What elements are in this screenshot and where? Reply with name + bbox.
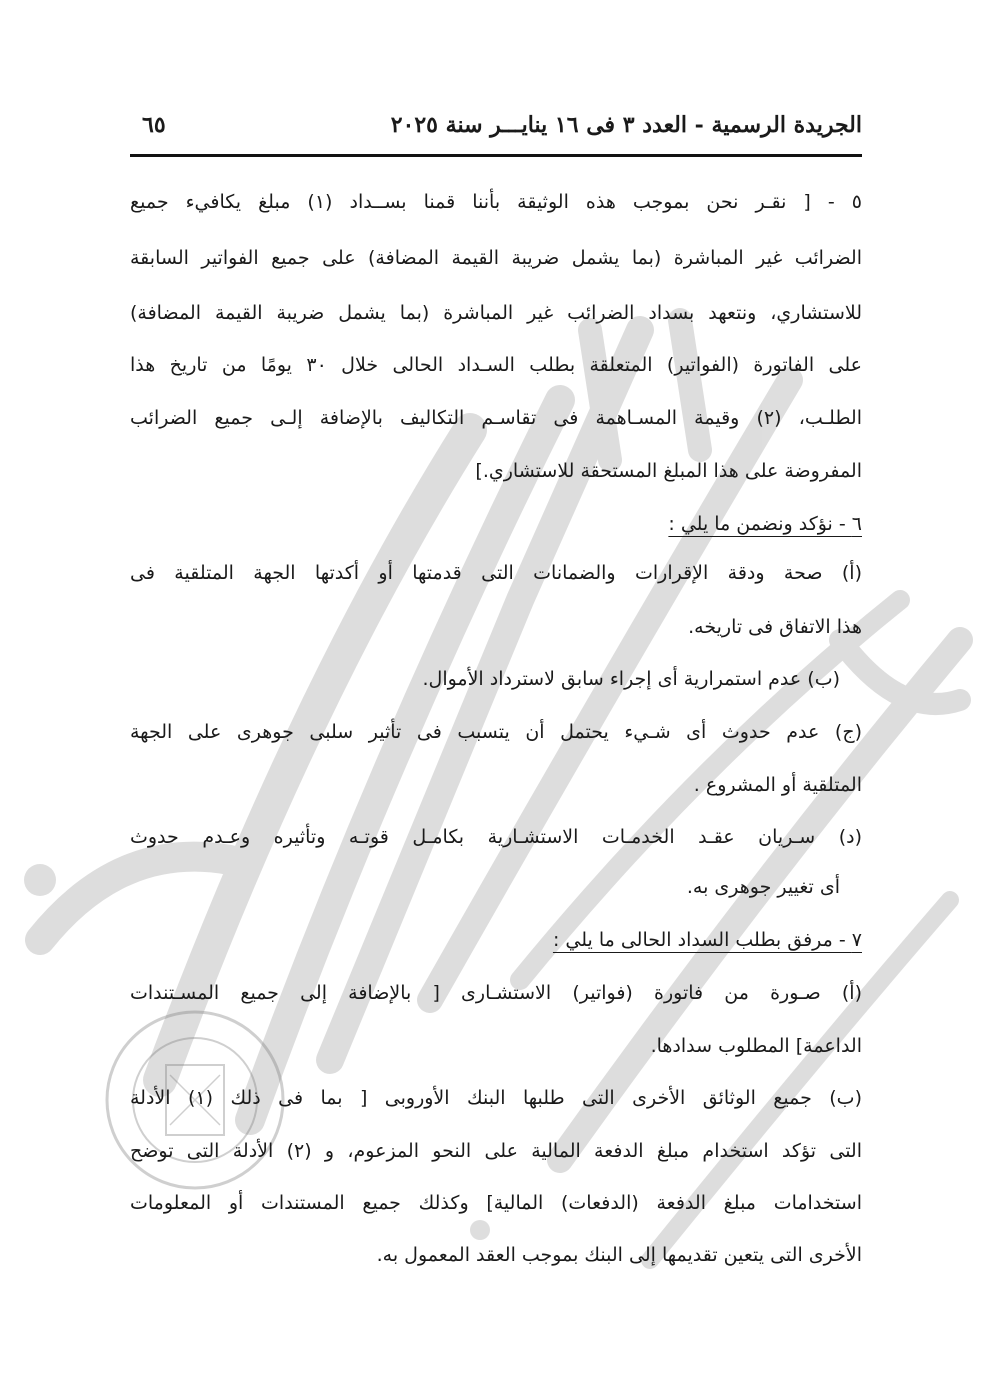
- paragraph-line: أى تغيير جوهرى به.: [686, 876, 840, 898]
- paragraph-line: للاستشاري، ونتعهد بسداد الضرائب غير المباشرة (بما يشمل ضريبة القيمة المضافة): [130, 302, 862, 324]
- paragraph-line: ٥ - [ نقـر نحن بموجب هذه الوثيقة بأننا قمنا بســداد (١) مبلغ يكافيء جميع: [130, 191, 862, 213]
- paragraph-line: (أ) صحة ودقة الإقرارات والضمانات التى قدمتها أو أكدتها الجهة المتلقية فى: [130, 562, 862, 584]
- paragraph-line: (ب) عدم استمرارية أى إجراء سابق لاسترداد الأموال.: [422, 668, 840, 690]
- paragraph-line: هذا الاتفاق فى تاريخه.: [688, 616, 862, 638]
- paragraph-line: (ب) جميع الوثائق الأخرى التى طلبها البنك الأوروبى [ بما فى ذلك (١) الأدلة: [130, 1087, 862, 1109]
- header-divider: [130, 154, 862, 157]
- paragraph-line: المتلقية أو المشروع .: [693, 774, 862, 796]
- paragraph-line: التى تؤكد استخدام مبلغ الدفعة المالية على النحو المزعوم، و (٢) الأدلة التى توضح: [130, 1140, 862, 1162]
- page-header: [130, 112, 862, 152]
- paragraph-line: (د) سـريان عقـد الخدمـات الاستشـارية بكامـل قوتـه وتأثيره وعـدم حدوث: [130, 826, 862, 848]
- paragraph-line: استخدامات مبلغ الدفعة (الدفعات) المالية] وكذلك جميع المستندات أو المعلومات: [130, 1192, 862, 1214]
- paragraph-line: على الفاتورة (الفواتير) المتعلقة بطلب السـداد الحالى خلال ٣٠ يومًا من تاريخ هذا: [130, 354, 862, 376]
- gazette-title: الجريدة الرسمية - العدد ٣ فى ١٦ ينايـــر سنة ٢٠٢٥: [390, 112, 862, 138]
- page-number: ٦٥: [142, 112, 166, 138]
- paragraph-line: (أ) صـورة من فاتورة (فواتير) الاستشـارى [ بالإضافة إلى جميع المسـتندات: [130, 982, 862, 1004]
- paragraph-line: الضرائب غير المباشرة (بما يشمل ضريبة القيمة المضافة) على جميع الفواتير السابقة: [130, 247, 862, 269]
- section-heading: ٧ - مرفق بطلب السداد الحالى ما يلي :: [552, 929, 862, 951]
- paragraph-line: الأخرى التى يتعين تقديمها إلى البنك بموجب العقد المعمول به.: [376, 1244, 862, 1266]
- paragraph-line: الداعمة] المطلوب سدادها.: [650, 1035, 862, 1057]
- paragraph-line: الطلـب، (٢) وقيمة المسـاهمة فى تقاسـم التكاليف بالإضافة إلـى جميع الضرائب: [130, 407, 862, 429]
- paragraph-line: المفروضة على هذا المبلغ المستحقة للاستشاري.]: [475, 460, 862, 482]
- paragraph-line: (ج) عدم حدوث أى شـيء يحتمل أن يتسبب فى تأثير سلبى جوهرى على الجهة: [130, 721, 862, 743]
- section-heading: ٦ - نؤكد ونضمن ما يلي :: [668, 513, 862, 535]
